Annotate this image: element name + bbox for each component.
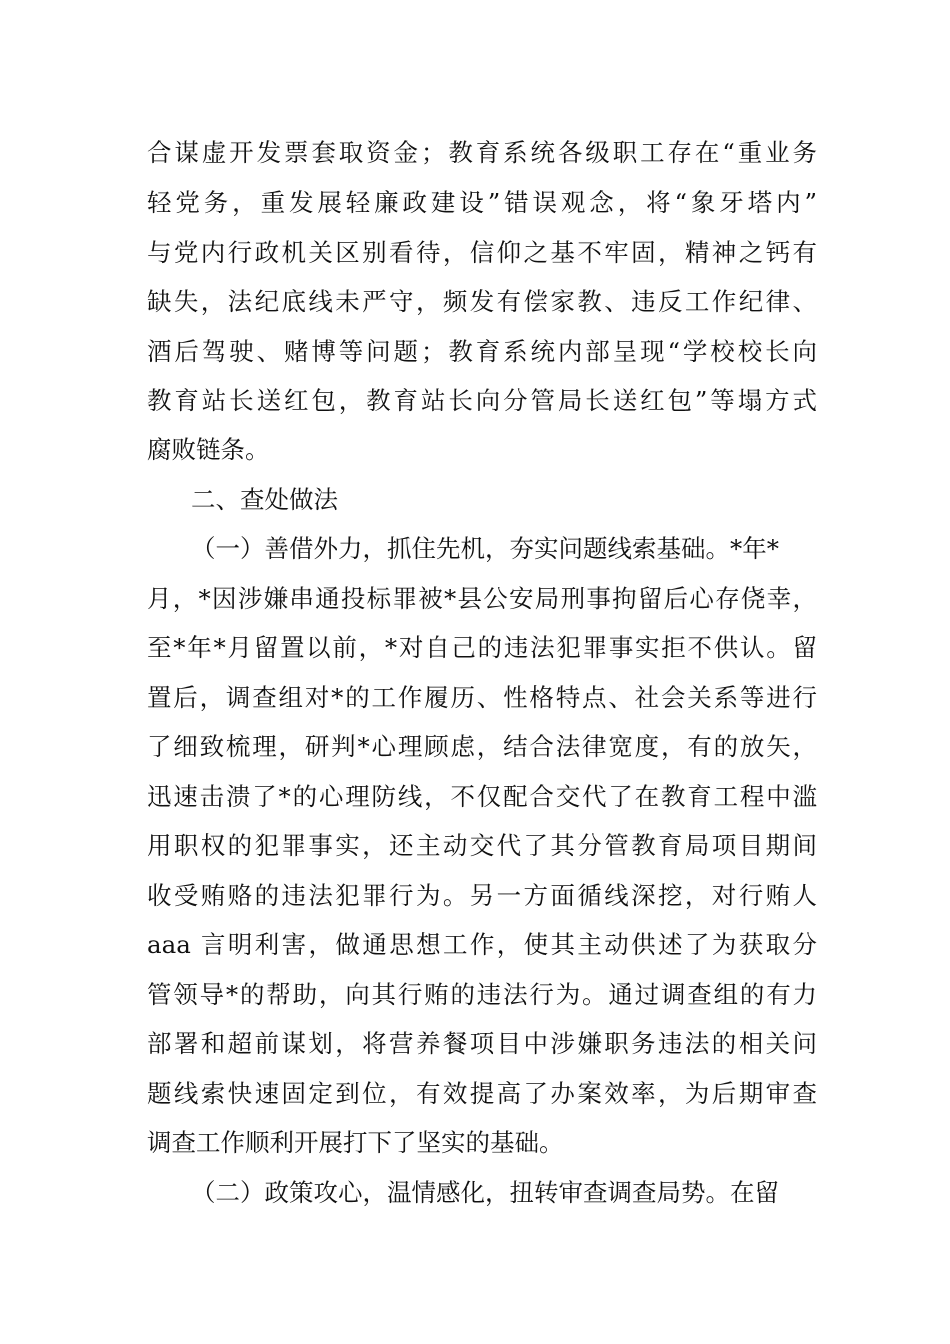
text-line: 腐败链条。: [147, 435, 270, 464]
text-line: 教育站长送红包，教育站长向分管局长送红包”等塌方式: [147, 386, 817, 415]
text-line: 收受贿赂的违法犯罪行为。另一方面循线深挖，对行贿人: [147, 881, 817, 910]
subsection-heading-line: （二）政策攻心，温情感化，扭转审查调查局势。在留: [191, 1178, 779, 1207]
text-line: 题线索快速固定到位，有效提高了办案效率，为后期审查: [147, 1079, 817, 1108]
text-line: 月，*因涉嫌串通投标罪被*县公安局刑事拘留后心存侥幸，: [147, 584, 817, 613]
text-line: 了细致梳理，研判*心理顾虑，结合法律宽度，有的放矢，: [147, 732, 817, 761]
text-line: 合谋虚开发票套取资金；教育系统各级职工存在“重业务: [147, 138, 817, 167]
text-line: 与党内行政机关区别看待，信仰之基不牢固，精神之钙有: [147, 238, 817, 267]
text-line: aaa 言明利害，做通思想工作，使其主动供述了为获取分: [147, 930, 817, 959]
text-line: 用职权的犯罪事实，还主动交代了其分管教育局项目期间: [147, 831, 817, 860]
text-line: 至*年*月留置以前，*对自己的违法犯罪事实拒不供认。留: [147, 633, 817, 662]
text-line: 部署和超前谋划，将营养餐项目中涉嫌职务违法的相关问: [147, 1029, 817, 1058]
text-line: 酒后驾驶、赌博等问题；教育系统内部呈现“学校校长向: [147, 337, 817, 366]
text-line: 轻党务，重发展轻廉政建设”错误观念，将“象牙塔内”: [147, 188, 817, 217]
subsection-heading-line: （一）善借外力，抓住先机，夯实问题线索基础。*年*: [191, 534, 779, 563]
text-line: 管领导*的帮助，向其行贿的违法行为。通过调查组的有力: [147, 980, 817, 1009]
section-heading: 二、查处做法: [191, 485, 338, 514]
text-line: 缺失，法纪底线未严守，频发有偿家教、违反工作纪律、: [147, 287, 817, 316]
text-line: 调查工作顺利开展打下了坚实的基础。: [147, 1128, 564, 1157]
text-line: 置后，调查组对*的工作履历、性格特点、社会关系等进行: [147, 683, 817, 712]
text-line: 迅速击溃了*的心理防线，不仅配合交代了在教育工程中滥: [147, 782, 817, 811]
